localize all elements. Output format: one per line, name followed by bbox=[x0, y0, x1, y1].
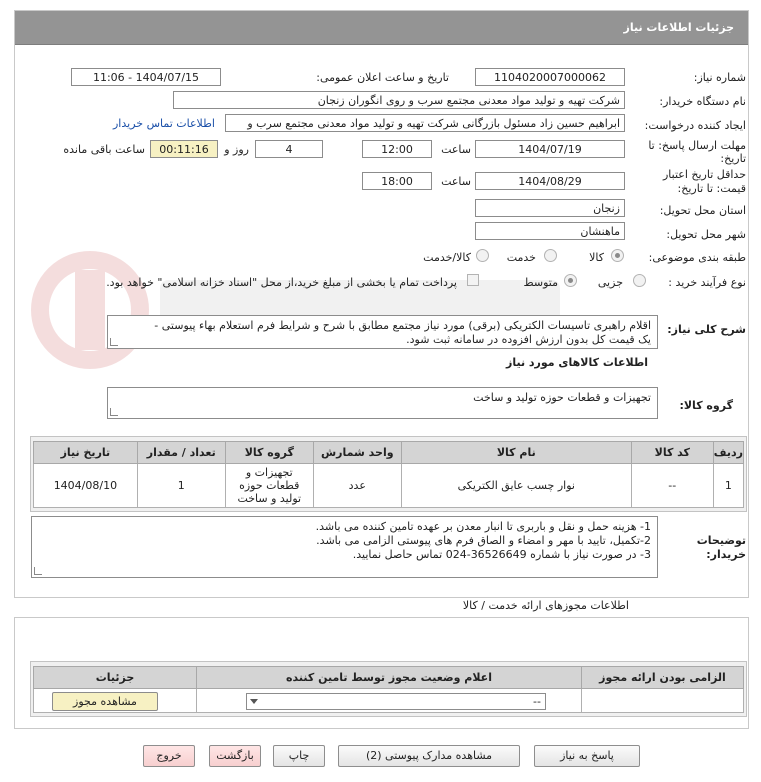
process-radio-minor[interactable] bbox=[633, 274, 646, 287]
deadline-time-label: ساعت bbox=[441, 143, 471, 156]
goods-group-value: تجهیزات و قطعات حوزه تولید و ساخت bbox=[473, 391, 651, 404]
cell-code: -- bbox=[631, 464, 713, 508]
buyer-field: شرکت تهیه و تولید مواد معدنی مجتمع سرب و روی انگوران زنجان bbox=[173, 91, 625, 109]
notes-line-2: 2-تکمیل، تایید با مهر و امضاء و الصاق فرم های پیوستی الزامی می باشد. bbox=[316, 534, 651, 547]
category-label: طبقه بندی موضوعی: bbox=[648, 251, 746, 264]
summary-textarea bbox=[107, 315, 658, 349]
city-field: ماهنشان bbox=[475, 222, 625, 240]
cell-unit: عدد bbox=[313, 464, 401, 508]
remaining-label: ساعت باقی مانده bbox=[63, 143, 145, 156]
category-radio-service[interactable] bbox=[544, 249, 557, 262]
cell-qty: 1 bbox=[137, 464, 225, 508]
treasury-payment-checkbox[interactable] bbox=[467, 274, 479, 286]
col-group: گروه کالا bbox=[225, 442, 313, 464]
col-row: ردیف bbox=[713, 442, 743, 464]
goods-group-label: گروه کالا: bbox=[679, 399, 733, 412]
col-permit-details: جزئیات bbox=[34, 667, 197, 689]
category-radio-goods[interactable] bbox=[611, 249, 624, 262]
need-number-field: 1104020007000062 bbox=[475, 68, 625, 86]
days-label: روز و bbox=[224, 143, 249, 156]
summary-line-2: یک قیمت کل بدون ارزش افزوده در سامانه ثبت شود. bbox=[406, 333, 651, 346]
permit-status-select[interactable] bbox=[246, 693, 546, 710]
deadline-label: مهلت ارسال پاسخ: تا bbox=[648, 139, 746, 152]
exit-button[interactable]: خروج bbox=[143, 745, 195, 767]
deadline-label-2: تاریخ: bbox=[720, 152, 746, 165]
panel-title: جزئیات اطلاعات نیاز bbox=[623, 21, 734, 34]
col-permit-required: الزامی بودن ارائه مجوز bbox=[582, 667, 744, 689]
goods-section-title: اطلاعات کالاهای مورد نیاز bbox=[506, 356, 648, 369]
col-unit: واحد شمارش bbox=[313, 442, 401, 464]
goods-table bbox=[33, 441, 744, 508]
cell-permit-required bbox=[582, 689, 744, 713]
cell-date: 1404/08/10 bbox=[34, 464, 138, 508]
category-option-service: خدمت bbox=[506, 251, 536, 264]
category-option-both: کالا/خدمت bbox=[423, 251, 471, 264]
province-label: استان محل تحویل: bbox=[659, 204, 746, 217]
notes-label-2: خریدار: bbox=[706, 548, 746, 561]
print-button[interactable]: چاپ bbox=[273, 745, 325, 767]
category-radio-both[interactable] bbox=[476, 249, 489, 262]
notes-textarea bbox=[31, 516, 658, 578]
cell-group: تجهیزات و قطعات حوزه تولید و ساخت bbox=[225, 464, 313, 508]
days-field: 4 bbox=[255, 140, 323, 158]
permit-status-value: -- bbox=[533, 695, 541, 708]
city-label: شهر محل تحویل: bbox=[666, 228, 746, 241]
process-radio-medium[interactable] bbox=[564, 274, 577, 287]
deadline-time-field: 12:00 bbox=[362, 140, 432, 158]
resize-handle-icon[interactable] bbox=[110, 338, 118, 346]
summary-line-1: اقلام راهبری تاسیسات الکتریکی (برقی) مورد نیاز مجتمع مطابق با شرح و شرایط فرم استعلام بهاء پیوستی - bbox=[154, 319, 651, 332]
attachments-button[interactable]: مشاهده مدارک پیوستی (2) bbox=[338, 745, 520, 767]
notes-line-3: 3- در صورت نیاز با شماره 36526649-024 تماس حاصل نمایید. bbox=[352, 548, 651, 561]
cell-row: 1 bbox=[713, 464, 743, 508]
process-option-medium: متوسط bbox=[523, 276, 558, 289]
province-field: زنجان bbox=[475, 199, 625, 217]
process-type-label: نوع فرآیند خرید : bbox=[668, 276, 746, 289]
col-permit-status: اعلام وضعیت مجوز توسط تامین کننده bbox=[197, 667, 582, 689]
view-permit-button[interactable]: مشاهده مجوز bbox=[52, 692, 158, 711]
announce-label: تاریخ و ساعت اعلان عمومی: bbox=[316, 71, 449, 84]
validity-date-field: 1404/08/29 bbox=[475, 172, 625, 190]
validity-time-field: 18:00 bbox=[362, 172, 432, 190]
requester-field: ابراهیم حسین زاد مسئول بازرگانی شرکت تهیه و تولید مواد معدنی مجتمع سرب و bbox=[225, 114, 625, 132]
back-button[interactable]: بازگشت bbox=[209, 745, 261, 767]
table-row bbox=[34, 464, 744, 508]
resize-handle-icon[interactable] bbox=[34, 567, 42, 575]
goods-group-textarea bbox=[107, 387, 658, 419]
reply-button[interactable]: پاسخ به نیاز bbox=[534, 745, 640, 767]
notes-label: توضیحات bbox=[696, 534, 746, 547]
category-option-goods: کالا bbox=[589, 251, 604, 264]
buyer-label: نام دستگاه خریدار: bbox=[659, 95, 746, 108]
chevron-down-icon bbox=[250, 699, 258, 704]
notes-line-1: 1- هزینه حمل و نقل و باربری تا انبار معدن بر عهده تامین کننده می باشد. bbox=[315, 520, 651, 533]
deadline-date-field: 1404/07/19 bbox=[475, 140, 625, 158]
requester-label: ایجاد کننده درخواست: bbox=[644, 119, 746, 132]
col-name: نام کالا bbox=[401, 442, 631, 464]
validity-time-label: ساعت bbox=[441, 175, 471, 188]
validity-label-2: قیمت: تا تاریخ: bbox=[677, 182, 746, 195]
panel-header bbox=[15, 11, 748, 45]
remaining-time-field: 00:11:16 bbox=[150, 140, 218, 158]
col-date: تاریخ نیاز bbox=[34, 442, 138, 464]
validity-label: حداقل تاریخ اعتبار bbox=[662, 168, 746, 181]
process-option-minor: جزیی bbox=[597, 276, 623, 289]
need-number-label: شماره نیاز: bbox=[693, 71, 746, 84]
cell-name: نوار چسب عایق الکتریکی bbox=[401, 464, 631, 508]
summary-label: شرح کلی نیاز: bbox=[667, 323, 746, 336]
permits-section-title: اطلاعات مجوزهای ارائه خدمت / کالا bbox=[462, 599, 629, 612]
treasury-payment-text: پرداخت تمام یا بخشی از مبلغ خرید،از محل "اسناد خزانه اسلامی" خواهد بود. bbox=[106, 276, 457, 289]
resize-handle-icon[interactable] bbox=[110, 408, 118, 416]
announce-field: 1404/07/15 - 11:06 bbox=[71, 68, 221, 86]
contact-buyer-link[interactable]: اطلاعات تماس خریدار bbox=[113, 117, 215, 130]
col-qty: تعداد / مقدار bbox=[137, 442, 225, 464]
col-code: کد کالا bbox=[631, 442, 713, 464]
